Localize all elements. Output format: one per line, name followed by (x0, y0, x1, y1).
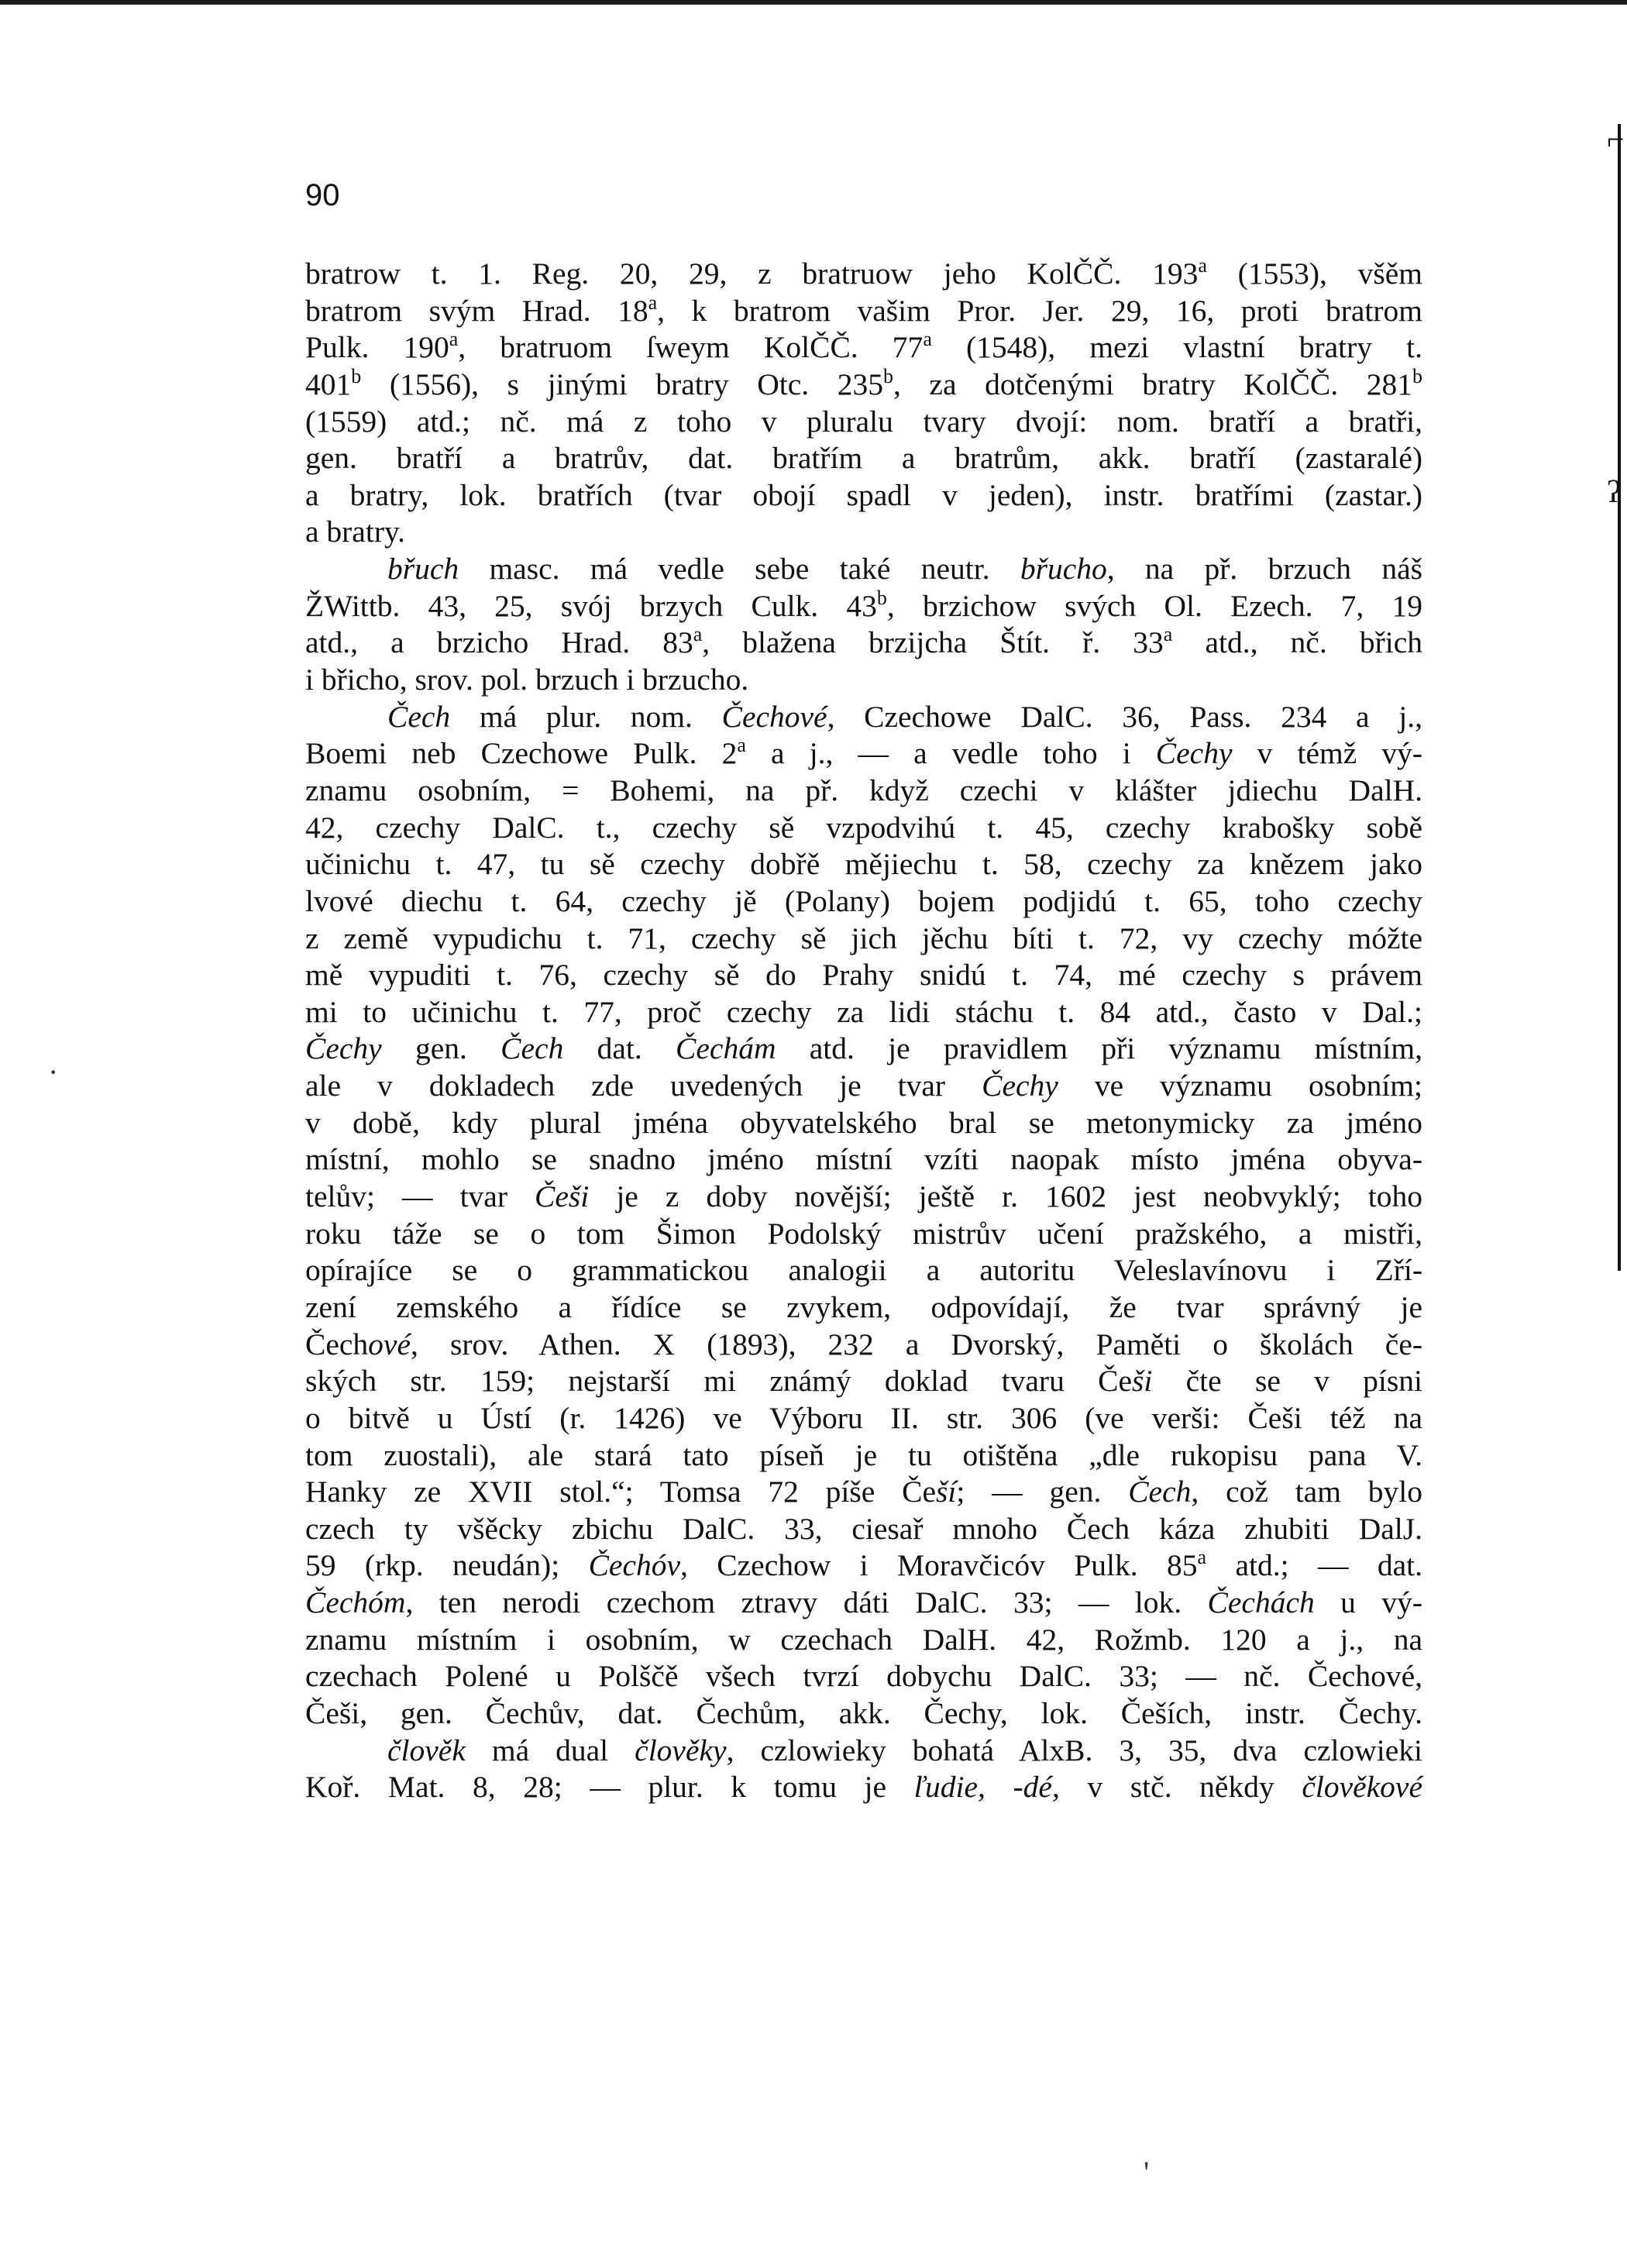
text-line: v době, kdy plural jména obyvatelského bral se metonymicky za jméno (305, 1105, 1422, 1140)
italic-term: ší (935, 1475, 957, 1509)
text-line: znamu osobním, = Bohemi, na př. když czechi v klášter jdiechu DalH. (305, 773, 1422, 807)
text-line: bratrom svým Hrad. 18$^a$, k bratrom vašim Pror. Jer. 29, 16, proti bratrom (305, 291, 1422, 328)
text-line: Čech má plur. nom. Čechové, Czechowe DalC. 36, Pass. 234 a j., (387, 699, 1422, 734)
text-line: člověk má dual člověky, czlowieky bohatá AlxB. 3, 35, dva czlowieki (387, 1733, 1423, 1767)
italic-term: ové (368, 1327, 411, 1361)
text-line: telův; — tvar Češi je z doby novější; ještě r. 1602 jest neobvyklý; toho (305, 1179, 1422, 1214)
superscript: b (1412, 364, 1422, 387)
italic-term: Čechóm (305, 1585, 406, 1620)
text-line: znamu místním i osobním, w czechach DalH. 42, Rožmb. 120 a j., na (305, 1622, 1422, 1657)
superscript: a (1198, 254, 1207, 277)
text-line: Čechové, srov. Athen. X (1893), 232 a Dvorský, Paměti o školách če- (305, 1327, 1422, 1361)
superscript: a (1163, 623, 1173, 646)
text-line: lvové diechu t. 64, czechy jě (Polany) bojem podjidú t. 65, toho czechy (305, 883, 1422, 918)
body-text (305, 256, 1422, 1806)
text-line: Čechy gen. Čech dat. Čechám atd. je pravidlem při významu místním, (305, 1031, 1422, 1066)
italic-term: Čechám (676, 1031, 776, 1066)
text-line: opírajíce se o grammatickou analogii a autoritu Veleslavínovu i Zří- (305, 1253, 1422, 1288)
italic-term: člověk (387, 1733, 466, 1767)
superscript: b (351, 364, 362, 387)
text-line: z země vypudichu t. 71, czechy sě jich jěchu bíti t. 72, vy czechy móžte (305, 921, 1422, 955)
italic-term: Čechóv (588, 1548, 681, 1583)
italic-term: člověkové (1302, 1770, 1422, 1805)
text-line: 42, czechy DalC. t., czechy sě vzpodvihú t. 45, czechy krabošky sobě (305, 810, 1422, 845)
text-line: o bitvě u Ústí (r. 1426) ve Výboru II. str. 306 (ve verši: Češi též na (305, 1400, 1422, 1435)
superscript: a (449, 328, 459, 351)
edge-mark-middle: ʔ (1607, 474, 1621, 509)
text-line: bratrow t. 1. Reg. 20, 29, z bratruow jeho KolČČ. 193$^a$ (1553), všěm (305, 254, 1423, 291)
italic-term: ši (1132, 1364, 1153, 1399)
text-line: mi to učinichu t. 77, proč czechy za lidi stáchu t. 84 atd., často v Dal.; (305, 994, 1422, 1029)
text-line: Češi, gen. Čechův, dat. Čechům, akk. Čechy, lok. Češích, instr. Čechy. (305, 1695, 1422, 1730)
text-line: (1559) atd.; nč. má z toho v pluralu tvary dvojí: nom. bratří a bratři, (305, 404, 1422, 439)
superscript: b (882, 364, 893, 387)
text-line: ských str. 159; nejstarší mi známý doklad tvaru Češi čte se v písni (305, 1364, 1422, 1399)
scan-speck: ' (1144, 2155, 1150, 2190)
text-line: czechach Polené u Polščě všech tvrzí dobychu DalC. 33; — nč. Čechové, (305, 1659, 1422, 1694)
text-line: tom zuostali), ale stará tato píseň je tu otištěna „dle rukopisu pana V. (305, 1437, 1422, 1472)
text-line: Koř. Mat. 8, 28; — plur. k tomu je ľudie, -dé, v stč. někdy člověkové (305, 1770, 1422, 1805)
edge-bracket-mark: ⌐ (1607, 122, 1625, 157)
italic-term: břuch (387, 552, 459, 587)
text-line: atd., a brzicho Hrad. 83$^a$, blažena brzijcha Štít. ř. 33$^a$ atd., nč. břich (305, 623, 1422, 660)
text-line: ale v dokladech zde uvedených je tvar Čechy ve významu osobním; (305, 1069, 1422, 1103)
text-line: mě vypuditi t. 76, czechy sě do Prahy snidú t. 74, mé czechy s právem (305, 958, 1422, 993)
text-line: a bratry. (305, 515, 406, 549)
superscript: a (693, 623, 703, 646)
superscript: a (923, 328, 932, 351)
italic-term: Čech (387, 699, 451, 734)
italic-term: Čechách (1207, 1585, 1315, 1620)
italic-term: Čech (1128, 1475, 1192, 1509)
italic-term: Čechy (305, 1031, 382, 1066)
text-line: 401$^b$ (1556), s jinými bratry Otc. 235$^b$, za dotčenými bratry KolČČ. 281$^b$ (305, 364, 1422, 401)
scan-top-edge (0, 0, 1627, 5)
text-line: roku táže se o tom Šimon Podolský mistrův učení pražského, a mistři, (305, 1216, 1422, 1251)
italic-term: břucho (1020, 552, 1107, 587)
text-line: zení zemského a řídíce se zvykem, odpovídají, že tvar správný je (305, 1289, 1422, 1324)
text-line: Čechóm, ten nerodi czechom ztravy dáti DalC. 33; — lok. Čechách u vý- (305, 1585, 1422, 1620)
text-line: Boemi neb Czechowe Pulk. 2$^a$ a j., — a vedle toho i Čechy v témž vý- (305, 734, 1422, 771)
page-number: 90 (305, 178, 340, 212)
scan-right-edge (1618, 124, 1621, 1271)
italic-term: Čechy (982, 1069, 1058, 1103)
italic-term: Čechy (1155, 736, 1233, 771)
italic-term: ľudie, -dé, (913, 1770, 1060, 1805)
text-line: Hanky ze XVII stol.“; Tomsa 72 píše Češí; — gen. Čech, což tam bylo (305, 1475, 1422, 1509)
text-line: gen. bratří a bratrův, dat. bratřím a bratrům, akk. bratří (zastaralé) (305, 441, 1422, 476)
italic-term: Čech (500, 1031, 564, 1066)
text-line: czech ty všěcky zbichu DalC. 33, ciesař mnoho Čech káza zhubiti DalJ. (305, 1511, 1422, 1546)
text-line: Pulk. 190$^a$, bratruom ſweym KolČČ. 77$^a$ (1548), mezi vlastní bratry t. (305, 328, 1422, 365)
text-line: místní, mohlo se snadno jméno místní vzíti naopak místo jména obyva- (305, 1142, 1422, 1177)
superscript: a (737, 734, 746, 757)
text-line: i břicho, srov. pol. brzuch i brzucho. (305, 663, 749, 697)
text-line: učinichu t. 47, tu sě czechy dobřě mějiechu t. 58, czechy za knězem jako (305, 847, 1422, 882)
italic-term: člověky (635, 1733, 727, 1767)
text-line: 59 (rkp. neudán); Čechóv, Czechow i Moravčicóv Pulk. 85$^a$ atd.; — dat. (305, 1546, 1422, 1583)
superscript: a (1197, 1546, 1207, 1569)
italic-term: Češi (535, 1179, 590, 1214)
superscript: a (648, 291, 658, 314)
text-line: ŽWittb. 43, 25, svój brzych Culk. 43$^b$, brzichow svých Ol. Ezech. 7, 19 (305, 586, 1422, 623)
scan-speck: · (48, 1055, 59, 1089)
text-line: břuch masc. má vedle sebe také neutr. břucho, na př. brzuch náš (387, 552, 1422, 587)
superscript: b (876, 586, 887, 609)
italic-term: Čechové (721, 699, 827, 734)
text-line: a bratry, lok. bratřích (tvar obojí spadl v jeden), instr. bratřími (zastar.) (305, 477, 1422, 512)
